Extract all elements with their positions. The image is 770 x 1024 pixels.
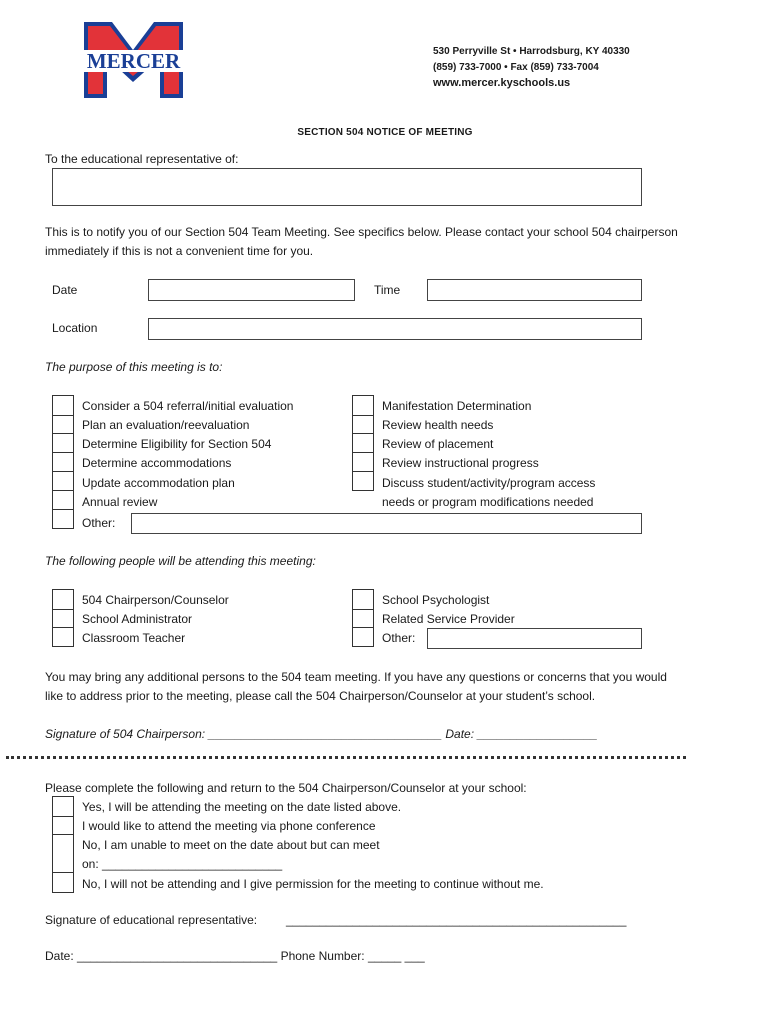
attending-other-label: Other: [382, 631, 416, 645]
purpose-right-item: Discuss student/activity/program access [382, 476, 596, 490]
location-label: Location [52, 321, 98, 335]
date-field[interactable] [148, 279, 355, 301]
checkbox-attending-other[interactable] [352, 627, 374, 647]
checkbox-update-plan[interactable] [52, 471, 74, 491]
attending-left-item: 504 Chairperson/Counselor [82, 593, 229, 607]
rep-signature-line[interactable]: ___________________________________________________ [286, 913, 627, 927]
checkbox-program-access[interactable] [352, 471, 374, 491]
checkbox-instructional-progress[interactable] [352, 452, 374, 472]
purpose-left-item: Annual review [82, 495, 158, 509]
attending-left-item: School Administrator [82, 612, 193, 626]
purpose-right-item: Manifestation Determination [382, 399, 532, 413]
time-field[interactable] [427, 279, 642, 301]
response-item: I would like to attend the meeting via phone conference [82, 819, 376, 833]
purpose-right-item: Review health needs [382, 418, 494, 432]
checkbox-referral[interactable] [52, 395, 74, 416]
checkbox-manifestation[interactable] [352, 395, 374, 416]
attending-heading: The following people will be attending this meeting: [45, 554, 316, 568]
checkbox-placement[interactable] [352, 433, 374, 453]
attending-right-item: Related Service Provider [382, 612, 515, 626]
purpose-left-item: Plan an evaluation/reevaluation [82, 418, 250, 432]
representative-field[interactable] [52, 168, 642, 206]
checkbox-accommodations[interactable] [52, 452, 74, 472]
logo-text: MERCER [86, 49, 181, 73]
purpose-other-field[interactable] [131, 513, 642, 534]
date-phone-line: Date: ______________________________ Phone Number: _____ ___ [45, 949, 425, 963]
checkbox-annual-review[interactable] [52, 490, 74, 510]
checkbox-service-provider[interactable] [352, 608, 374, 628]
time-label: Time [374, 283, 401, 297]
cut-line [6, 756, 686, 759]
purpose-left-item: Determine Eligibility for Section 504 [82, 437, 272, 451]
bring-line-1: You may bring any additional persons to the 504 team meeting. If you have any questions or concerns that you would [45, 670, 667, 684]
notify-line-1: This is to notify you of our Section 504 Team Meeting. See specifics below. Please contact your school 504 chairperson [45, 225, 678, 239]
purpose-heading: The purpose of this meeting is to: [45, 360, 223, 374]
mercer-logo [82, 20, 185, 100]
rep-signature-label: Signature of educational representative: [45, 913, 258, 927]
checkbox-not-attending[interactable] [52, 873, 74, 893]
response-item: Yes, I will be attending the meeting on the date listed above. [82, 800, 402, 814]
phone-line: (859) 733-7000 • Fax (859) 733-7004 [433, 62, 599, 73]
checkbox-attending[interactable] [52, 796, 74, 817]
checkbox-reschedule[interactable] [52, 834, 74, 873]
purpose-left-item: Determine accommodations [82, 456, 232, 470]
chairperson-signature: Signature of 504 Chairperson: ___________________________________ Date: __________________ [45, 727, 598, 741]
purpose-right-item: Review of placement [382, 437, 494, 451]
response-item: No, I am unable to meet on the date about but can meet [82, 838, 380, 852]
checkbox-health-needs[interactable] [352, 414, 374, 434]
website-line: www.mercer.kyschools.us [433, 77, 571, 89]
purpose-right-item: needs or program modifications needed [382, 495, 594, 509]
checkbox-administrator[interactable] [52, 608, 74, 628]
response-item: No, I will not be attending and I give permission for the meeting to continue without me. [82, 877, 544, 891]
checkbox-eligibility[interactable] [52, 433, 74, 453]
purpose-left-item: Update accommodation plan [82, 476, 235, 490]
page-title: SECTION 504 NOTICE OF MEETING [297, 127, 473, 138]
location-field[interactable] [148, 318, 642, 340]
date-label: Date [52, 283, 78, 297]
address-line: 530 Perryville St • Harrodsburg, KY 40330 [433, 46, 630, 57]
attending-other-field[interactable] [427, 628, 642, 649]
checkbox-chairperson[interactable] [52, 589, 74, 610]
attending-left-item: Classroom Teacher [82, 631, 186, 645]
to-label: To the educational representative of: [45, 152, 239, 166]
checkbox-teacher[interactable] [52, 627, 74, 647]
purpose-right-item: Review instructional progress [382, 456, 539, 470]
purpose-other-label: Other: [82, 516, 116, 530]
response-item: on: ___________________________ [82, 857, 283, 871]
notify-line-2: immediately if this is not a convenient time for you. [45, 244, 314, 258]
checkbox-other[interactable] [52, 509, 74, 529]
checkbox-psychologist[interactable] [352, 589, 374, 610]
purpose-left-item: Consider a 504 referral/initial evaluation [82, 399, 294, 413]
bring-line-2: like to address prior to the meeting, please call the 504 Chairperson/Counselor at your student’s school. [45, 689, 596, 703]
checkbox-evaluation[interactable] [52, 414, 74, 434]
complete-instruction: Please complete the following and return to the 504 Chairperson/Counselor at your school: [45, 781, 527, 795]
checkbox-phone-conference[interactable] [52, 815, 74, 835]
attending-right-item: School Psychologist [382, 593, 490, 607]
